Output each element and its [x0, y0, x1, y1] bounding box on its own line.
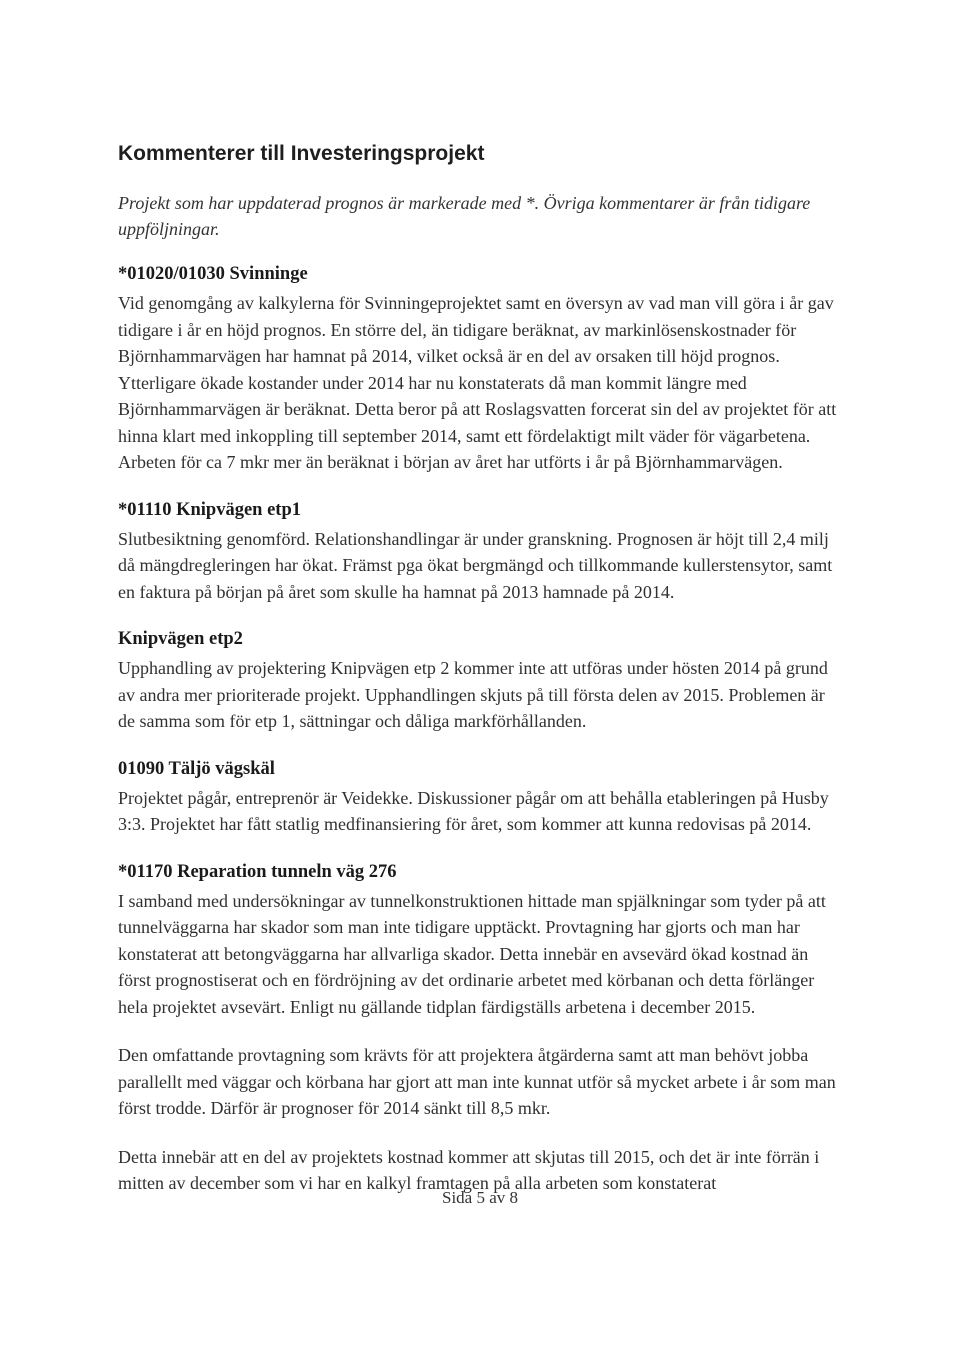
section-paragraph: Detta innebär att en del av projektets kostnad kommer att skjutas till 2015, och det är inte förrän i mitten av december som vi har en kalkyl framtagen på alla arbeten som konstaterat [118, 1146, 820, 1193]
section-paragraph: Vid genomgång av kalkylerna för Svinningeprojektet samt en översyn av vad man vill göra i år gav tidigare i år en höjd prognos. En större del, än tidigare beräknat, av markinlösenskostnader för Björnhammarvägen har hamnat på 2014, vilket också är en del av orsaken till höjd prognos. Ytterligare ökade kostander under 2014 har nu konstaterats då man kommit längre med Björnhammarvägen är beräknat. Detta beror på att Roslagsvatten forcerat sin del av projektet för att hinna klart med inkoppling till september 2014, samt ett fördelaktigt milt väder för vägarbetena. Arbeten för ca 7 mkr mer än beräknat i början av året har utförts i år på Björnhammarvägen. [118, 293, 837, 472]
section-paragraph: Projektet pågår, entreprenör är Veidekke. Diskussioner pågår om att behålla etableringen på Husby 3:3. Projektet har fått statlig medfinansiering för året, som kommer att kunna redovisas på 2014. [118, 787, 829, 834]
section-paragraph: I samband med undersökningar av tunnelkonstruktionen hittade man spjälkningar som tyder på att tunnelväggarna har skador som man inte tidigare upptäckt. Provtagning har gjorts och man har konstaterat att betongväggarna har allvarliga skador. Detta innebär en avsevärd ökad kostnad än först prognostiserat och en fördröjning av det ordinarie arbetet med körbanan och detta förlänger hela projektet avsevärt. Enligt nu gällande tidplan färdigställs arbetena i december 2015. [118, 890, 826, 1017]
section-knipvagen-etp1 [118, 498, 844, 606]
page-number: Sida 5 av 8 [441, 1188, 519, 1207]
section-title: 01090 Täljö vägskäl [118, 758, 275, 779]
section-title: Knipvägen etp2 [118, 629, 243, 649]
section-reparation-tunneln [118, 860, 844, 1197]
section-svinninge [118, 262, 844, 476]
document-page [118, 140, 844, 1219]
section-taljo-vagskal [118, 757, 844, 838]
section-title: *01020/01030 Svinninge [118, 264, 308, 284]
section-paragraph: Upphandling av projektering Knipvägen etp 2 kommer inte att utföras under hösten 2014 på grund av andra mer prioriterade projekt. Upphandlingen skjuts på till första delen av 2015. Problemen är de samma som för etp 1, sättningar och dåliga markförhållanden. [118, 658, 828, 731]
section-title: *01110 Knipvägen etp1 [118, 499, 301, 520]
section-knipvagen-etp2 [118, 627, 844, 735]
intro-note: Projekt som har uppdaterad prognos är markerade med *. Övriga kommentarer är från tidigare uppföljningar. [118, 193, 811, 239]
document-heading: Kommenterer till Investeringsprojekt [118, 142, 485, 165]
section-title: *01170 Reparation tunneln väg 276 [118, 861, 397, 882]
section-paragraph: Slutbesiktning genomförd. Relationshandlingar är under granskning. Prognosen är höjt till 2,4 milj då mängdregleringen har ökat. Främst pga ökat bergmängd och tillkommande kullerstensytor, samt en faktura på början på året som skulle ha hamnat på 2013 hamnade på 2014. [118, 528, 833, 602]
section-paragraph: Den omfattande provtagning som krävts för att projektera åtgärderna samt att man behövt jobba parallellt med väggar och körbana har gjort att man inte kunnat utför så mycket arbete i år som man först trodde. Därför är prognoser för 2014 sänkt till 8,5 mkr. [118, 1045, 836, 1118]
